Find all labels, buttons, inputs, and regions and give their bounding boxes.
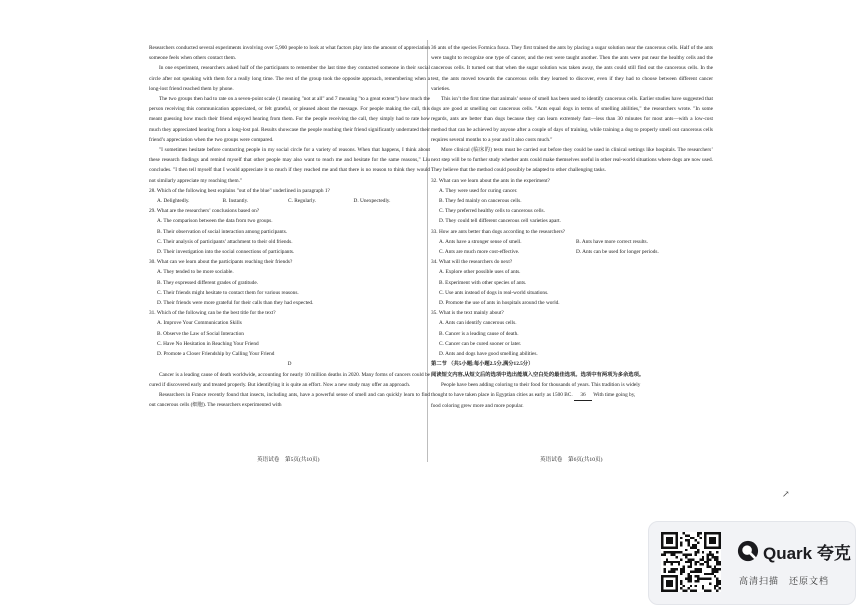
question-stem: 35. What is the text mainly about?	[431, 310, 504, 317]
quark-tagline: 高清扫描 还原文档	[739, 577, 830, 587]
answer-option: D. Ants can be used for longer periods.	[576, 249, 659, 256]
answer-option: C. Cancer can be cured sooner or later.	[439, 340, 522, 347]
cloze-blank: 36	[574, 390, 592, 401]
page-corner-mark: ↗	[782, 489, 790, 499]
quark-brand-name: Quark 夸克	[763, 544, 851, 563]
answer-options-row	[149, 196, 430, 206]
body-paragraph: In one experiment, researchers asked half of the participants to remember the last time they contacted someone in their social circle after not speaking with them for a really long time. The rest of the group took the opposite approach, remembering when a long-lost friend reached them by phone.	[149, 65, 430, 92]
answer-option: C. Use ants instead of dogs in real-world situations.	[439, 289, 549, 296]
cloze-text-before: thought to have taken place in Egyptian cities as early as 1500 BC.	[431, 391, 573, 398]
answer-option: D. They could tell different cancerous cell varieties apart.	[439, 218, 561, 225]
answer-option: A. The comparison between the data from two groups.	[157, 218, 273, 225]
answer-option: D. Their investigation into the social connections of participants.	[157, 249, 295, 256]
body-paragraph: food coloring grew more and more popular.	[431, 403, 524, 410]
passage-letter: D	[287, 361, 292, 368]
body-paragraph: People have been adding coloring to their food for thousands of years. This tradition is widely	[441, 381, 641, 388]
quark-watermark-card	[648, 521, 856, 605]
answer-option: B. Cancer is a leading cause of death.	[439, 330, 519, 337]
body-paragraph: Cancer is a leading cause of death worldwide, accounting for nearly 10 million deaths in 2020. Many forms of cancers could be cured if discovered early and treated properly. But identifying it is quite an effort. Now a new study may offer an approach.	[149, 371, 430, 388]
answer-option: D. Promote a Closer Friendship by Calling Your Friend	[157, 351, 275, 358]
body-paragraph: 36 ants of the species Formica fusca. They first trained the ants by placing a sugar solution near the cancerous cells. Half of the ants were taught to recognize one type of cancer, and the rest were taught another. Then the ants were put near the healthy cells and the cancerous cells. It turned out that when the sugar solution was taken away, the ants could still find out the cancerous cells. In the test, the ants moved towards the cancerous cells they learned to discover, even if they had to choose between different cancer varieties.	[431, 45, 713, 92]
answer-option: B. They fed mainly on cancerous cells.	[439, 198, 522, 205]
answer-option: C. They preferred healthy cells to cancerous cells.	[439, 208, 545, 215]
section-heading: 第二节 （共5小题;每小题2.5分,满分12.5分）	[431, 361, 534, 368]
answer-option: C. Have No Hesitation in Reaching Your Friend	[157, 340, 259, 347]
answer-options-row	[431, 237, 713, 247]
body-paragraph: This isn’t the first time that animals’ sense of smell has been used to identify cancerous cells. Earlier studies have suggested that dogs are good at smelling out cancerous cells. "Ants equal dogs in terms of smelling abilities," the researchers wrote. "In some regards, ants are better than dogs because they can learn extremely fast—less than 30 minutes for most ants—with a low-cost method that can be achieved by anyone after a couple of days of training, while training a dog to properly smell out cancerous cells requires several months to a year and it also costs much."	[431, 96, 713, 143]
question-stem: 32. What can we learn about the ants in the experiment?	[431, 177, 550, 184]
body-paragraph: The two groups then had to rate on a seven-point scale (1 meaning "not at all" and 7 meaning "to a great extent") how much the person receiving this communication appreciated, or felt grateful, or pleased about the message. For people making the call, this meant guessing how much their friend enjoyed hearing from them. For the people receiving the call, they simply had to rate how much they appreciated hearing from a long-lost pal. Results showcase the people reaching their friend significantly underrated their friend’s appreciation when the two groups were compared.	[149, 96, 430, 143]
page-footer-left: 英语试卷 第5页(共10页)	[257, 457, 320, 463]
answer-option: A. They were used for curing cancer.	[439, 187, 518, 194]
answer-option: D. Promote the use of ants in hospitals around the world.	[439, 300, 560, 307]
left-column	[149, 43, 430, 410]
answer-option: B. Their observation of social interaction among participants.	[157, 228, 288, 235]
answer-option: C. Regularly.	[288, 198, 317, 205]
body-paragraph: More clinical (临床的) tests must be carried out before they could be used in clinical settings like hospitals. The researchers’ next step will be to further study whether ants could make themselves useful in other real-world situations where dogs are now used. They believe that the method could possibly be adapted to other challenging tasks.	[431, 147, 713, 174]
cloze-text-after: With time going by,	[593, 391, 636, 398]
answer-option: A. Explore other possible uses of ants.	[439, 269, 521, 276]
quark-logo-icon	[737, 540, 759, 562]
answer-option: D. Ants and dogs have good smelling abilities.	[439, 351, 538, 358]
page-footer-right: 英语试卷 第6页(共10页)	[540, 457, 603, 463]
answer-option: B. Ants have more correct results.	[576, 238, 648, 245]
answer-option: C. Their analysis of participants’ attachment to their old friends.	[157, 238, 293, 245]
body-paragraph: Researchers in France recently found that insects, including ants, have a powerful sense of smell and can quickly learn to find out cancerous cells (细胞). The researchers experimented with	[149, 391, 430, 409]
answer-option: A. Ants have a stronger sense of smell.	[439, 238, 522, 245]
qr-code-icon	[661, 532, 721, 592]
question-stem: 29. What are the researchers’ conclusions based on?	[149, 208, 260, 215]
answer-option: B. Instantly.	[222, 198, 249, 205]
question-stem: 33. How are ants better than dogs according to the researchers?	[431, 228, 565, 235]
answer-option: A. Improve Your Communication Skills	[157, 320, 242, 327]
answer-options-row	[431, 247, 713, 257]
answer-option: B. Observe the Law of Social Interaction	[157, 330, 244, 337]
right-column	[431, 43, 713, 411]
answer-option: C. Ants are much more cost-effective.	[439, 249, 520, 256]
answer-option: A. They tended to be more sociable.	[157, 269, 234, 276]
body-paragraph: Researchers conducted several experiments involving over 5,900 people to look at what factors play into the amount of appreciation someone feels when others contact them.	[149, 45, 430, 62]
body-paragraph: "I sometimes hesitate before contacting people in my social circle for a variety of reasons. When that happens, I think about these research findings and remind myself that other people may also want to reach me and hesitate for the same reasons," Liu concludes. "I then tell myself that I would appreciate it so much if they reached me and that there is no reason to think they would not similarly appreciate my reaching them."	[149, 147, 430, 184]
answer-option: D. Unexpectedly.	[353, 198, 391, 205]
question-stem: 28. Which of the following best explains "out of the blue" underlined in paragraph 1?	[149, 187, 330, 194]
question-stem: 31. Which of the following can be the best title for the text?	[149, 310, 276, 317]
cloze-line	[431, 390, 713, 401]
answer-option: B. Experiment with other species of ants.	[439, 279, 527, 286]
answer-option: A. Delightedly.	[157, 198, 190, 205]
question-stem: 34. What will the researchers do next?	[431, 259, 513, 266]
question-stem: 30. What can we learn about the participants reaching their friends?	[149, 259, 293, 266]
answer-option: C. Their friends might hesitate to contact them for various reasons.	[157, 289, 299, 296]
answer-option: A. Ants can identify cancerous cells.	[439, 320, 517, 327]
answer-option: D. Their friends were more grateful for their calls than they had expected.	[157, 300, 314, 307]
answer-option: B. They expressed different grades of gratitude.	[157, 279, 259, 286]
section-heading: 阅读短文内容,从短文后的选项中选出能填入空白处的最佳选项。选项中有两项为多余选项。	[431, 371, 645, 378]
